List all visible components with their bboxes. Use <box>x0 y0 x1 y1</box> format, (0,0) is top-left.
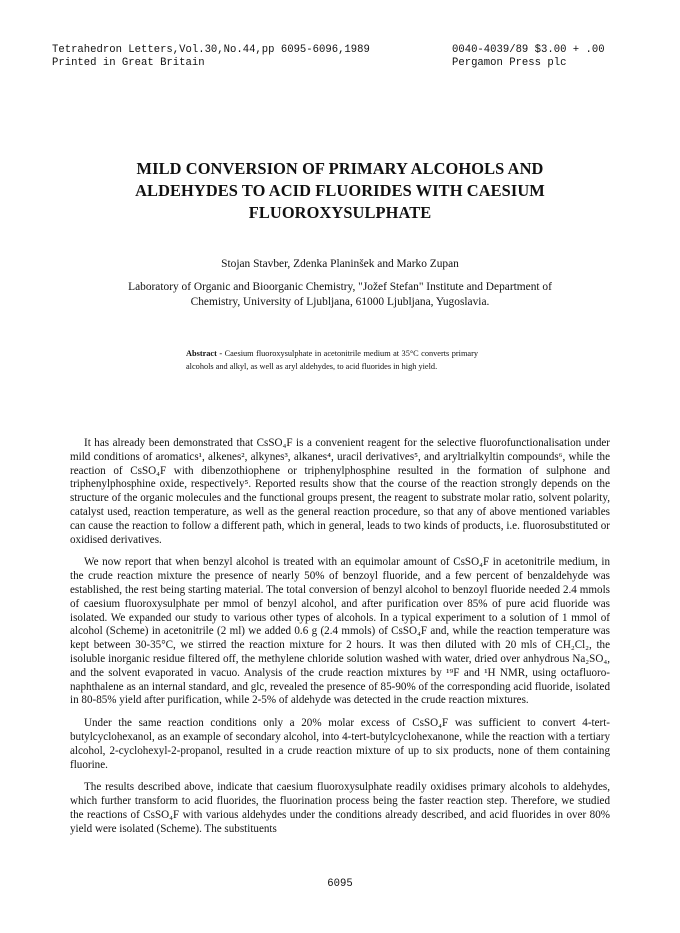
title-line-3: FLUOROXYSULPHATE <box>248 203 432 222</box>
citation-line: Tetrahedron Letters,Vol.30,No.44,pp 6095-6096,1989 <box>52 44 370 56</box>
paragraph-3: Under the same reaction conditions only a 20% molar excess of CsSO₄F was sufficient to convert 4-tert-butylcyclohexanol, as an example of secondary alcohol, into 4-tert-butylcyclohexanone, while the reaction with a tertiary alcohol, 2-cyclohexyl-2-propanol, resulted in a crude reaction mixture of up to six products, none of them containing fluorine. <box>70 717 610 771</box>
printed-in-line: Printed in Great Britain <box>52 57 205 69</box>
publisher-info <box>452 44 605 70</box>
title-line-2: ALDEHYDES TO ACID FLUORIDES WITH CAESIUM <box>135 181 545 200</box>
page-number: 6095 <box>327 878 353 890</box>
affiliation-line-2: Chemistry, University of Ljubljana, 61000 Ljubljana, Yugoslavia. <box>190 296 490 308</box>
title-line-1: MILD CONVERSION OF PRIMARY ALCOHOLS AND <box>136 159 544 178</box>
publisher-line: Pergamon Press plc <box>452 57 567 69</box>
journal-citation <box>52 44 370 70</box>
affiliation-line-1: Laboratory of Organic and Bioorganic Chemistry, "Jožef Stefan" Institute and Department of <box>128 281 552 293</box>
abstract-text: Caesium fluoroxysulphate in acetonitrile medium at 35°C converts primary alcohols and alkyl, as well as aryl aldehydes, to acid fluorides in high yield. <box>186 349 478 371</box>
author-list: Stojan Stavber, Zdenka Planinšek and Marko Zupan <box>221 258 459 270</box>
abstract <box>186 348 478 373</box>
paragraph-1: It has already been demonstrated that CsSO₄F is a convenient reagent for the selective fluorofunctionalisation under mild conditions of aromatics¹, alkenes², alkynes³, alkanes⁴, uracil derivatives⁵, and aryltrialkyltin compounds⁶, while the reaction of CsSO₄F with dibenzothiophene or triphenylphosphine resulted in the formation of sulphone and triphenylphosphine oxide, respectively⁵. Reported results show that the course of the reaction strongly depends on the structure of the organic molecules and the functional groups present, the reagent to substrate molar ratio, solvent polarity, catalyst used, reaction temperature, as well as the general reaction procedure, so that any of above mentioned variables can cause the reaction to follow a different path, which in general, leads to two kinds of products, i.e. fluorosubstituted or oxidised derivatives. <box>70 437 610 546</box>
paragraph-2: We now report that when benzyl alcohol is treated with an equimolar amount of CsSO₄F in acetonitrile medium, in the crude reaction mixture the presence of nearly 50% of benzoyl fluoride, and a few percent of benzaldehyde was established, the rest being starting material. The total conversion of benzyl alcohol to benzoyl fluoride needed 2.4 mmols of caesium fluoroxysulphate per mmol of benzyl alcohol, and after purification over 85% of pure acid fluoride was isolated. We expanded our study to various other types of alcohols. In a typical experiment to a solution of 1 mmol of alcohol (Scheme) in acetonitrile (2 ml) we added 0.6 g (2.4 mmols) of CsSO₄F and, while the reaction temperature was kept between 30-35°C, we stirred the reaction mixture for 2 hours. It was then diluted with 20 mls of CH₂Cl₂, the isoluble inorganic residue filtered off, the methylene chloride solution washed with water, dried over anhydrous Na₂SO₄, and the solvent evaporated in vacuo. Analysis of the crude reaction mixtures by ¹⁹F and ¹H NMR, using octafluoro-naphthalene as an internal standard, and glc, revealed the presence of 85-90% of the corresponding acid fluoride, isolated in 80-85% yield after purification, while 2-5% of aldehyde was detected in the crude reaction mixtures. <box>70 556 610 707</box>
article-title <box>80 158 600 224</box>
affiliation <box>96 280 584 310</box>
issn-price-line: 0040-4039/89 $3.00 + .00 <box>452 44 605 56</box>
article-body <box>70 437 610 846</box>
paragraph-4: The results described above, indicate that caesium fluoroxysulphate readily oxidises primary alcohols to aldehydes, which further transform to acid fluorides, the fluorination process being the faster reaction step. Therefore, we studied the reactions of CsSO₄F with various aldehydes under the conditions already described, and acid fluorides in over 80% yield were isolated (Scheme). The substituents <box>70 781 610 835</box>
abstract-label: Abstract - <box>186 349 223 358</box>
